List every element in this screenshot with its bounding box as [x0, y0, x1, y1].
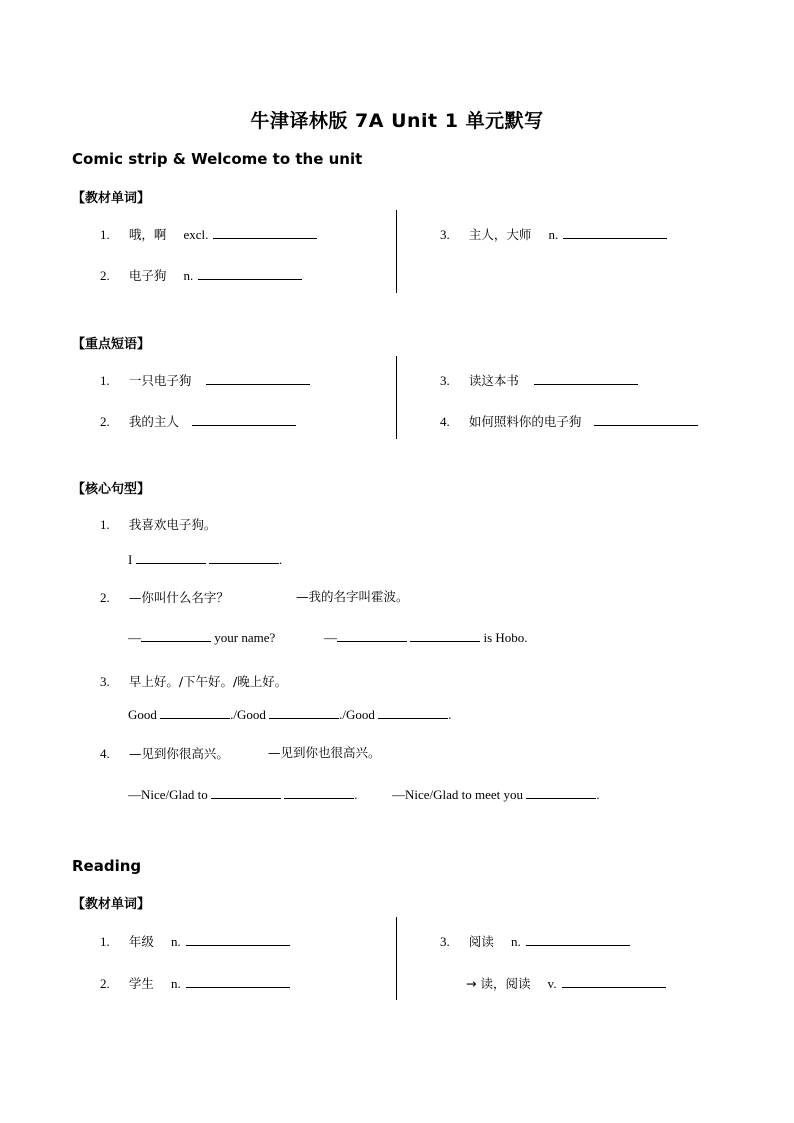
answer-blank[interactable] [211, 787, 281, 799]
sentence-english-reply: — is Hobo. [324, 630, 528, 645]
answer-blank[interactable] [534, 373, 638, 385]
vocab-item: → 读，阅读 v. [466, 973, 666, 992]
sentences-label: 【核心句型】 [72, 482, 151, 497]
answer-blank[interactable] [213, 227, 317, 239]
sentence-english: Good ./Good ./Good . [128, 707, 452, 722]
phrases-label: 【重点短语】 [72, 337, 151, 352]
answer-blank[interactable] [160, 707, 230, 719]
answer-blank[interactable] [269, 707, 339, 719]
sentence-item: 1. 我喜欢电子狗。 [100, 517, 217, 532]
phrase-item: 2. 我的主人 [100, 411, 296, 430]
sentence-chinese-reply: —我的名字叫霍波。 [296, 589, 409, 604]
answer-blank[interactable] [526, 787, 596, 799]
column-divider [396, 356, 397, 439]
answer-blank[interactable] [410, 630, 480, 642]
vocab-label: 【教材单词】 [72, 897, 151, 912]
sentence-item: 4. —见到你很高兴。 [100, 746, 229, 761]
vocab-item: 3. 阅读 n. [440, 931, 630, 950]
answer-blank[interactable] [378, 707, 448, 719]
answer-blank[interactable] [198, 268, 302, 280]
column-divider [396, 210, 397, 293]
vocab-item: 1. 哦，啊 excl. [100, 224, 317, 243]
answer-blank[interactable] [136, 552, 206, 564]
page-title: 牛津译林版 7A Unit 1 单元默写 [250, 110, 544, 132]
vocab-label: 【教材单词】 [72, 191, 151, 206]
answer-blank[interactable] [563, 227, 667, 239]
answer-blank[interactable] [209, 552, 279, 564]
vocab-item: 2. 电子狗 n. [100, 265, 302, 284]
column-divider [396, 917, 397, 1000]
sentence-chinese-reply: —见到你也很高兴。 [268, 745, 381, 760]
sentence-item: 2. —你叫什么名字？ [100, 590, 229, 605]
sentence-english: — your name? [128, 630, 276, 645]
phrase-item: 4. 如何照料你的电子狗 [440, 411, 698, 430]
section-heading-comic: Comic strip & Welcome to the unit [72, 150, 363, 168]
answer-blank[interactable] [284, 787, 354, 799]
answer-blank[interactable] [192, 414, 296, 426]
sentence-english: I . [128, 552, 283, 567]
answer-blank[interactable] [526, 934, 630, 946]
answer-blank[interactable] [562, 976, 666, 988]
answer-blank[interactable] [206, 373, 310, 385]
answer-blank[interactable] [337, 630, 407, 642]
sentence-item: 3. 早上好。/下午好。/晚上好。 [100, 674, 288, 689]
phrase-item: 1. 一只电子狗 [100, 370, 310, 389]
vocab-item: 1. 年级 n. [100, 931, 290, 950]
answer-blank[interactable] [186, 934, 290, 946]
answer-blank[interactable] [594, 414, 698, 426]
sentence-english-reply: —Nice/Glad to meet you . [392, 787, 600, 802]
vocab-item: 2. 学生 n. [100, 973, 290, 992]
answer-blank[interactable] [141, 630, 211, 642]
vocab-item: 3. 主人，大师 n. [440, 224, 667, 243]
phrase-item: 3. 读这本书 [440, 370, 638, 389]
section-heading-reading: Reading [72, 857, 142, 875]
answer-blank[interactable] [186, 976, 290, 988]
sentence-english: —Nice/Glad to . [128, 787, 358, 802]
